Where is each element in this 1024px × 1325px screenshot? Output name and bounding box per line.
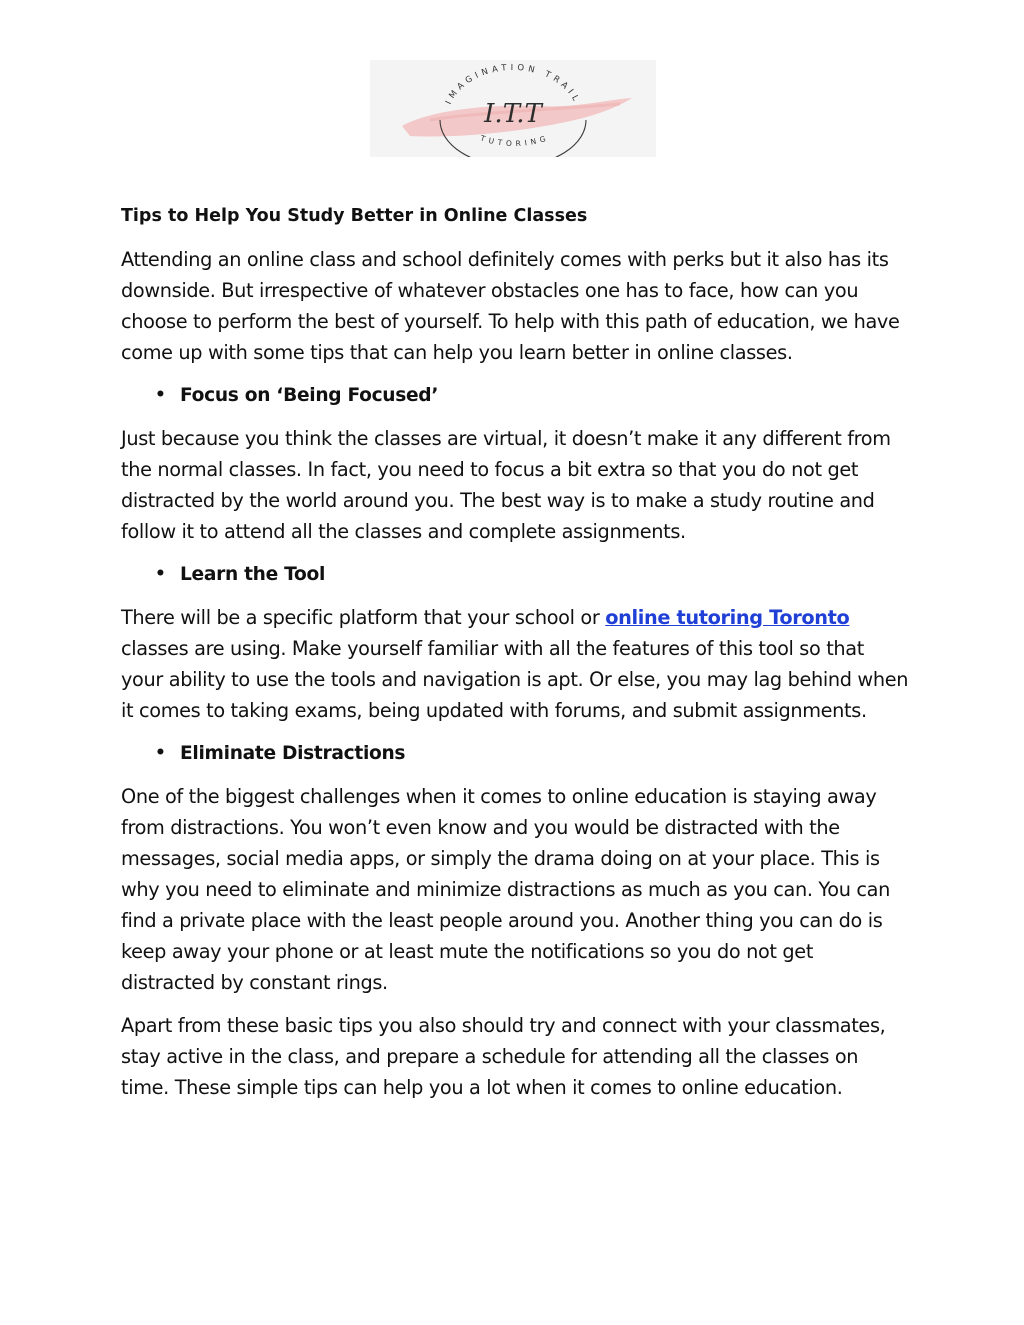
section-heading-tool	[121, 559, 911, 590]
section-heading-label: Eliminate Distractions	[180, 743, 406, 764]
section-heading-label: Focus on ‘Being Focused’	[180, 385, 439, 406]
brand-logo	[370, 60, 656, 157]
logo-arc-top-text: IMAGINATION TRAIL	[444, 62, 582, 107]
article	[121, 200, 911, 1115]
section-paragraph-distractions: One of the biggest challenges when it comes to online education is staying away from distractions. You won’t even know and you would be distracted with the messages, social media apps, or simply the drama doing on at your place. This is why you need to eliminate and minimize distractions as much as you can. You can find a private place with the least people around you. Another thing you can do is keep away your phone or at least mute the notifications so you do not get distracted by constant rings.	[121, 785, 890, 994]
section-paragraph-focus: Just because you think the classes are virtual, it doesn’t make it any different from the normal classes. In fact, you need to focus a bit extra so that you do not get distracted by the world around you. The best way is to make a study routine and follow it to attend all the classes and complete assignments.	[121, 427, 891, 543]
svg-text:TUTORING	[478, 133, 550, 148]
logo-arc-bottom-text: TUTORING	[479, 133, 551, 149]
closing-paragraph: Apart from these basic tips you also should try and connect with your classmates, stay active in the class, and prepare a schedule for attending all the classes on time. These simple tips can help you a lot when it comes to online education.	[121, 1014, 886, 1099]
bullet-icon: •	[155, 385, 166, 405]
paragraph-text-after-link: classes are using. Make yourself familiar with all the features of this tool so that your ability to use the tools and navigation is apt. Or else, you may lag behind when it comes to taking exams, being updated with forums, and submit assignments.	[121, 637, 909, 722]
section-heading-label: Learn the Tool	[180, 564, 326, 585]
article-title: Tips to Help You Study Better in Online Classes	[121, 206, 588, 226]
intro-paragraph: Attending an online class and school definitely comes with perks but it also has its downside. But irrespective of whatever obstacles one has to face, how can you choose to perform the best of yourself. To help with this path of education, we have come up with some tips that can help you learn better in online classes.	[121, 248, 900, 364]
logo-monogram: I.T.T	[484, 99, 542, 129]
section-heading-focus	[121, 380, 911, 411]
online-tutoring-toronto-link[interactable]: online tutoring Toronto	[605, 606, 850, 629]
bullet-icon: •	[155, 743, 166, 763]
paragraph-text-before-link: There will be a specific platform that your school or	[121, 606, 606, 629]
section-heading-distractions	[121, 738, 911, 769]
section-paragraph-tool	[121, 602, 911, 726]
bullet-icon: •	[155, 564, 166, 584]
